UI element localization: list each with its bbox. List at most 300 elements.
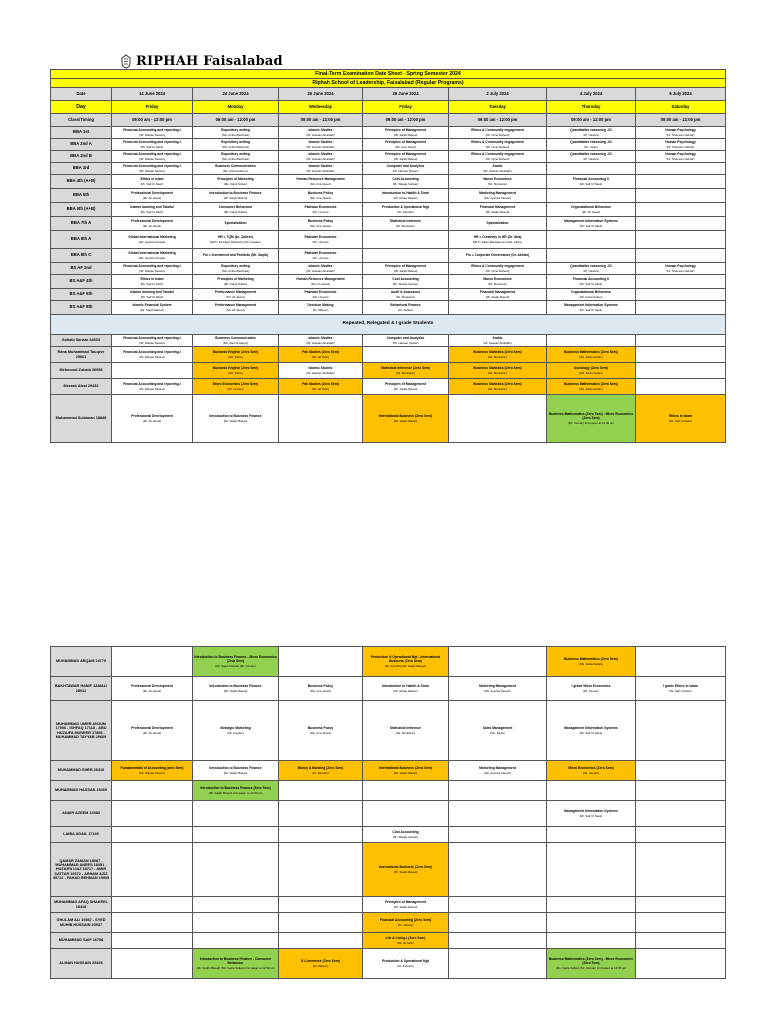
instructor-name: (Mr. Usman) (583, 688, 599, 693)
exam-cell (279, 249, 363, 263)
instructor-name: (Mr. Muntazar) (396, 223, 415, 228)
course-name: Business Policy (307, 684, 334, 689)
course-name: Principles of Management (385, 382, 426, 387)
student-label: Meerab Afzal 29432 (51, 379, 112, 395)
instructor-name: (Mr. Muntazar) (488, 281, 507, 286)
course-name: Organizational Behaviour (571, 205, 611, 210)
course-name: Arabic (492, 336, 503, 341)
exam-cell (363, 217, 449, 231)
exam-cell (279, 701, 363, 761)
exam-cell (547, 781, 636, 801)
exam-cell (363, 761, 449, 781)
exam-cell (112, 897, 193, 913)
course-name: Financial Accounting and reporting-I (123, 128, 181, 133)
exam-cell (449, 913, 547, 933)
exam-cell (112, 379, 193, 395)
table-row (51, 761, 726, 781)
course-name: Cost Accounting (392, 277, 419, 282)
date-cell: 6 July 2024 (636, 88, 726, 101)
instructor-name: (Mr. Hassan Abdullah) (483, 340, 512, 345)
exam-cell (449, 701, 547, 761)
course-name: Computer and Analytics (386, 336, 425, 341)
course-name: Consumer Behaviour (218, 205, 253, 210)
table-row (51, 231, 726, 249)
course-name: Professional Development (131, 726, 173, 731)
class-rows (51, 127, 726, 315)
course-name: Business Mathematics (Zero Sem) (564, 657, 618, 662)
instructor-name: (Ms. Ayesha Sarwar) (484, 195, 511, 200)
course-name: Strategic Marketing (220, 726, 251, 731)
exam-cell (547, 175, 636, 189)
exam-cell (279, 139, 363, 151)
course-name: Arabic (492, 164, 503, 169)
exam-cell (193, 701, 279, 761)
exam-cell (363, 949, 449, 979)
day-cell: Thursday (547, 101, 636, 114)
instructor-name: (Ms. Zarima Aleem) (222, 340, 249, 345)
table-row (51, 263, 726, 275)
exam-cell (279, 827, 363, 843)
instructor-name: (Mr. Waqas Sarwar) (392, 181, 419, 186)
table-row (51, 701, 726, 761)
table-row (51, 647, 726, 677)
exam-cell (112, 933, 193, 949)
exam-cell (363, 933, 449, 949)
exam-cell (193, 301, 279, 315)
instructor-name: (Mr. Ali Tahir) (312, 386, 329, 391)
course-name: Introduction to Business Finance (Zero Sem) (200, 786, 271, 791)
exam-cell (547, 363, 636, 379)
course-name: Statistical Inference (389, 726, 422, 731)
exam-cell (547, 395, 636, 443)
instructor-name: (Ms. Faiza Sultan) (223, 209, 248, 214)
course-name: Fin = Corporate Governance (Dr. Akhtar) (465, 253, 530, 258)
instructor-name: (Dr. Farrukh) (397, 209, 414, 214)
exam-cell (547, 263, 636, 275)
instructor-name: (Mr. Ishfaq Nawaz) (393, 688, 418, 693)
exam-cell (112, 843, 193, 897)
course-name: Introduction to Business Finance - Micro Economics (Zero Sem) (194, 655, 277, 664)
instructor-name: (Mr. Saqib Masud) (393, 386, 418, 391)
instructor-name: (Ms. Faiza Sultan) (Mr. Usman) 2nd paper at 12:30 pm (555, 965, 627, 970)
course-name: Management Information Systems (564, 809, 618, 814)
course-name: Micro Economics (Zero Sem) (212, 382, 259, 387)
exam-cell (193, 275, 279, 289)
student-label: MUHAMMAD HASSAN 15469 (51, 781, 112, 801)
day-label: Day (51, 101, 112, 114)
instructor-name: (Ms. Ayesha Sarwar) (484, 688, 511, 693)
section-title: Repeated, Relegated & I grade Students (51, 315, 726, 335)
student-sheet-table-2 (50, 646, 726, 979)
exam-cell (112, 827, 193, 843)
exam-cell (363, 335, 449, 347)
table-row (51, 301, 726, 315)
exam-cell (636, 189, 726, 203)
instructor-name: (Mr. Saif Ul Nasir) (579, 181, 603, 186)
exam-cell (449, 949, 547, 979)
exam-cell (363, 231, 449, 249)
time-cell: 09:00 am - 12:00 pm (193, 114, 279, 127)
exam-cell (636, 175, 726, 189)
logo (120, 52, 283, 70)
exam-cell (449, 139, 547, 151)
instructor-name: (Mr. Hassan Qaiser) (392, 168, 419, 173)
course-name: Management Information Systems (564, 726, 618, 731)
instructor-name: (Ms. Ana Javed) (310, 688, 331, 693)
exam-cell (279, 801, 363, 827)
student-label: MUHAMMAD SHER 26316 (51, 761, 112, 781)
exam-cell (112, 801, 193, 827)
exam-cell (193, 781, 279, 801)
course-name: Specialization (486, 221, 509, 226)
course-name: Fundamentals of Accounting (zero Sem) (120, 766, 184, 771)
course-name: Ethics in Islam (140, 277, 164, 282)
course-name: Computer and Analytics (386, 164, 425, 169)
exam-cell (547, 127, 636, 139)
instructor-name: (Ms. Aniba Rasheed) (222, 156, 249, 161)
instructor-name: (Mr. Saqib Masud) (Ms. Faiza Sultan) 2nd paper at 12:30 pm (196, 965, 275, 970)
course-name: Business Policy (307, 191, 334, 196)
exam-cell (449, 827, 547, 843)
student-label: MUHAMMAD AFAQ SHAKEEL 18418 (51, 897, 112, 913)
student-label: Sohaib Sarwar 34603 (51, 335, 112, 347)
course-name: Ethics & Community engagement (471, 152, 524, 157)
exam-cell (193, 335, 279, 347)
course-name: Professional Development (131, 219, 173, 224)
exam-cell (547, 677, 636, 701)
course-name: Business Statistics (Zero Sem) (473, 350, 522, 355)
course-name: Human Psychology (665, 264, 696, 269)
class-label: BBA 3rd (51, 163, 112, 175)
instructor-name: (Mr. Saqib Masud) (393, 770, 418, 775)
exam-cell (547, 151, 636, 163)
exam-cell (547, 379, 636, 395)
course-name: Ethics in Islam (668, 414, 693, 419)
instructor-name: (Mr. Usman) (312, 294, 329, 299)
instructor-name: (Mr. Waqas Sarwar) (139, 354, 165, 359)
exam-cell (636, 231, 726, 249)
course-name: HR = TQM (Dr. Zaheer) (217, 235, 254, 240)
exam-cell (363, 289, 449, 301)
instructor-name: (Mr. Umer Raheel) (485, 268, 510, 273)
class-label: BBA 1st (51, 127, 112, 139)
course-name: Marketing Management (479, 191, 516, 196)
student-label: ANAIR AZEEM 14383 (51, 801, 112, 827)
exam-cell (193, 949, 279, 979)
course-name: Financial Management (479, 290, 516, 295)
exam-cell (449, 897, 547, 913)
exam-cell (449, 843, 547, 897)
exam-cell (363, 897, 449, 913)
table-row (51, 827, 726, 843)
exam-cell (547, 289, 636, 301)
exam-cell (636, 163, 726, 175)
instructor-name: (Dr. Usama) (583, 268, 599, 273)
exam-cell (279, 843, 363, 897)
class-label: BBA 5th (51, 189, 112, 203)
course-name: Pakistan Economics (304, 205, 337, 210)
exam-cell (112, 231, 193, 249)
exam-cell (636, 701, 726, 761)
student-label: Rana Muhammad Tauqeer 29661 (51, 347, 112, 363)
course-name: Statistical Inference (389, 219, 422, 224)
course-name: International Business (Zero Sem) (378, 865, 433, 870)
instructor-name: (Dr. Zaheer) (312, 963, 329, 968)
exam-cell (636, 217, 726, 231)
instructor-name: (Mr. Saif Ul Nasir) (579, 307, 603, 312)
exam-cell (449, 151, 547, 163)
course-name: Global International Marketing (128, 251, 176, 256)
instructor-name: MKT= Sales Management (Ms. Faiza) (473, 239, 522, 244)
instructor-name: (Mr. Ali Javed) (142, 195, 162, 200)
instructor-name: (Dr. Ulyas) (584, 144, 598, 149)
instructor-name: (Mr. Umer Raheel) (485, 144, 510, 149)
day-cell: Friday (112, 101, 193, 114)
instructor-name: (Mr. Saif Ul Nasir) (669, 688, 692, 693)
sheet-title-line2: Riphah School of Leadership, Faisalabad (Regular Programs) (51, 79, 726, 88)
course-name: Principles of Management (385, 152, 426, 157)
instructor-name: (Mr. Faiza Sultan) (579, 294, 603, 299)
instructor-name: (Mr. Waqas Sarwar) (139, 340, 165, 345)
exam-cell (547, 217, 636, 231)
exam-cell (363, 275, 449, 289)
instructor-name: (Mr. Saqib Masud) (485, 209, 510, 214)
instructor-name: (Dr. Usama) (583, 132, 599, 137)
exam-cell (636, 275, 726, 289)
exam-cell (636, 801, 726, 827)
course-name: Financial Accounting II (573, 277, 609, 282)
table-row (51, 379, 726, 395)
course-name: Human Psychology (665, 128, 696, 133)
instructor-name: (Ms. Ana Javed) (310, 195, 331, 200)
exam-cell (112, 249, 193, 263)
exam-cell (193, 363, 279, 379)
table-row (51, 913, 726, 933)
table-row (51, 127, 726, 139)
course-name: Principles of Management (385, 900, 426, 905)
course-name: Decision Making (307, 303, 334, 308)
exam-cell (112, 335, 193, 347)
table-row (51, 217, 726, 231)
course-name: Professional Development (131, 684, 173, 689)
course-name: Introduction to Business Finance (209, 414, 262, 419)
table-row (51, 897, 726, 913)
instructor-name: (Mr. Muntazar) (396, 370, 415, 375)
exam-cell (112, 189, 193, 203)
course-name: Financial Accounting and reporting-I (123, 350, 181, 355)
course-name: Business Mathematics (Zero Sem) - Micro Economics (Zero Sem) (549, 412, 633, 421)
instructor-name: (Mr. Waqas Sarwar) (139, 168, 165, 173)
day-cell: Wednesday (279, 101, 363, 114)
table-row (51, 289, 726, 301)
course-name: Global International Marketing (128, 235, 176, 240)
time-cell: 09:00 am - 12:00 pm (112, 114, 193, 127)
exam-cell (449, 127, 547, 139)
exam-cell (547, 949, 636, 979)
time-cell: 09:00 am - 12:00 pm (449, 114, 547, 127)
student-label: BAKHTAWAR HANIF JAMALI 28612 (51, 677, 112, 701)
course-name: Production & Operational Mgt - International Business (Zero Sem) (370, 655, 441, 664)
instructor-name: (Mr. Saif Ul Nasir) (669, 418, 692, 423)
instructor-name: (Mr. Saqib Masud) (223, 418, 248, 423)
exam-cell (279, 231, 363, 249)
course-name: Introduction to Business Finance (209, 766, 262, 771)
course-name: Business Policy (307, 726, 334, 731)
instructor-name: (Ms. Sidra) (228, 354, 243, 359)
exam-cell (449, 677, 547, 701)
exam-cell (193, 151, 279, 163)
instructor-name: (Mr. Hassan Abdullah) (306, 156, 335, 161)
exam-cell (363, 913, 449, 933)
course-name: Islamic Studies (308, 140, 333, 145)
exam-cell (547, 301, 636, 315)
course-name: Management Information Systems (564, 219, 618, 224)
instructor-name: (Mr. Usman) 2nd paper at 12:30 pm (568, 420, 614, 425)
exam-cell (193, 249, 279, 263)
exam-cell (363, 127, 449, 139)
instructor-name: (Mr. Saqib Masud) (223, 770, 248, 775)
course-name: Pak Studies (Zero Sem) (302, 382, 339, 387)
day-cell: Saturday (636, 101, 726, 114)
exam-cell (547, 335, 636, 347)
exam-cell (112, 395, 193, 443)
exam-cell (636, 335, 726, 347)
exam-cell (112, 275, 193, 289)
instructor-name: (Mr. Saqib Masud) (223, 688, 248, 693)
date-cell: 4 July 2024 (547, 88, 636, 101)
exam-cell (547, 189, 636, 203)
instructor-name: (Dr. Akhtar) (398, 307, 413, 312)
class-label: BS A&F 4th (51, 275, 112, 289)
exam-cell (547, 913, 636, 933)
course-name: Ethics & Community engagement (471, 264, 524, 269)
course-name: Business Statistics (Zero Sem) (473, 382, 522, 387)
course-name: Expository writing (221, 140, 250, 145)
time-cell: 09:00 am - 12:00 pm (279, 114, 363, 127)
exam-cell (112, 949, 193, 979)
exam-cell (279, 175, 363, 189)
table-row (51, 933, 726, 949)
course-name: Professional Development (131, 191, 173, 196)
course-name: Financial Accounting II (573, 177, 609, 182)
course-name: Islamic Studies (308, 366, 333, 371)
instructor-name: (Ms. Faiza Sultan) (579, 354, 603, 359)
course-name: Financial Accounting (Zero Sem) (379, 918, 432, 923)
exam-cell (363, 843, 449, 897)
instructor-name: (Ms. Aniba Rasheed) (222, 132, 249, 137)
student-label: ALMAN HUSSAIN 25426 (51, 949, 112, 979)
instructor-name: (Dr. Farrukh) (397, 963, 414, 968)
course-name: Introduction to Business Finance (209, 684, 262, 689)
class-label: BS AF 2nd (51, 263, 112, 275)
course-name: Business Statistics (Zero Sem) (473, 366, 522, 371)
exam-cell (193, 203, 279, 217)
instructor-name: (Dr. Shameen Akhtar) (666, 268, 695, 273)
date-cell: 28 June 2024 (363, 88, 449, 101)
course-name: Islamic Studies (308, 152, 333, 157)
exam-cell (112, 677, 193, 701)
table-row (51, 843, 726, 897)
exam-cell (193, 163, 279, 175)
sheet-title-line1: Final-Term Examination Date Sheet - Spring Semester 2024 (51, 70, 726, 79)
table-row (51, 395, 726, 443)
day-cell: Friday (363, 101, 449, 114)
course-name: Financial Accounting and reporting-I (123, 336, 181, 341)
exam-cell (112, 217, 193, 231)
course-name: Organizational Behaviour (571, 290, 611, 295)
course-name: Financial Accounting and reporting-I (123, 164, 181, 169)
course-name: Money & Banking (Zero Sem) (297, 766, 344, 771)
exam-cell (279, 761, 363, 781)
day-cell: Monday (193, 101, 279, 114)
class-label: BS A&F 6th (51, 289, 112, 301)
course-name: International Business (Zero Sem) (378, 766, 433, 771)
instructor-name: (Ms. Faiza Sultan) (579, 370, 603, 375)
instructor-name: (Mr. Waqas Sarwar) (139, 268, 165, 273)
exam-cell (112, 701, 193, 761)
exam-cell (279, 275, 363, 289)
exam-cell (636, 151, 726, 163)
table-row (51, 275, 726, 289)
instructor-name: (Mr. Saqib Masud) (393, 268, 418, 273)
exam-cell (279, 203, 363, 217)
course-name: Sociology (Zero Sem) (574, 366, 608, 371)
instructor-name: (Mr. Ishfaq Nawaz) (393, 195, 418, 200)
course-name: Cost Accounting (392, 177, 419, 182)
exam-cell (193, 933, 279, 949)
instructor-name: (Mr. Waqas Sarwar) (139, 386, 165, 391)
exam-cell (636, 913, 726, 933)
instructor-name: (Mr. Waqas Sarwar) (139, 770, 165, 775)
time-label: Class/Timing (51, 114, 112, 127)
exam-cell (193, 139, 279, 151)
exam-cell (279, 127, 363, 139)
exam-cell (279, 781, 363, 801)
time-cell: 09:00 am - 12:00 pm (547, 114, 636, 127)
student-label: LAIBA ADAIL 17149 (51, 827, 112, 843)
exam-cell (279, 263, 363, 275)
instructor-name: (Dr. Zaheer) (397, 922, 414, 927)
exam-cell (193, 761, 279, 781)
exam-cell (636, 347, 726, 363)
exam-cell (193, 289, 279, 301)
exam-cell (547, 761, 636, 781)
exam-cell (193, 379, 279, 395)
course-name: Human Psychology (665, 152, 696, 157)
exam-cell (363, 249, 449, 263)
exam-cell (449, 363, 547, 379)
exam-cell (547, 801, 636, 827)
exam-cell (193, 189, 279, 203)
student-label: MUHAMMAD SAIF 16758 (51, 933, 112, 949)
exam-cell (636, 203, 726, 217)
exam-cell (193, 801, 279, 827)
instructor-name: (Ms. Faiza Sultan) (579, 386, 603, 391)
course-name: Fin = Investment and Portfolio (Mr. Saqib) (202, 253, 269, 258)
instructor-name: (Mr. Saqib Masud) (485, 294, 510, 299)
exam-cell (363, 163, 449, 175)
student-label: QAMAR ZAMAN 18087 - MUHAMMAD ANEES 18351 - HUZAIFA IJAZ 18717 - AMIR SATTAR 19372 - ARHAM AZIZ 39712 - FAHAD REHMAN 19905 (51, 843, 112, 897)
course-name: Islamic Financial System (132, 303, 172, 308)
exam-cell (547, 139, 636, 151)
instructor-name: (Mr. Saif Ul Nasir) (579, 813, 603, 818)
course-name: Business Communication (215, 336, 256, 341)
student-rows-2 (51, 647, 726, 979)
course-name: Marketing Management (479, 766, 516, 771)
exam-cell (449, 395, 547, 443)
instructor-name: (Dr. Farrukh) (Mr. Saqib Masud) (385, 663, 426, 668)
instructor-name: (Mr. Saqib Masud) (223, 195, 248, 200)
